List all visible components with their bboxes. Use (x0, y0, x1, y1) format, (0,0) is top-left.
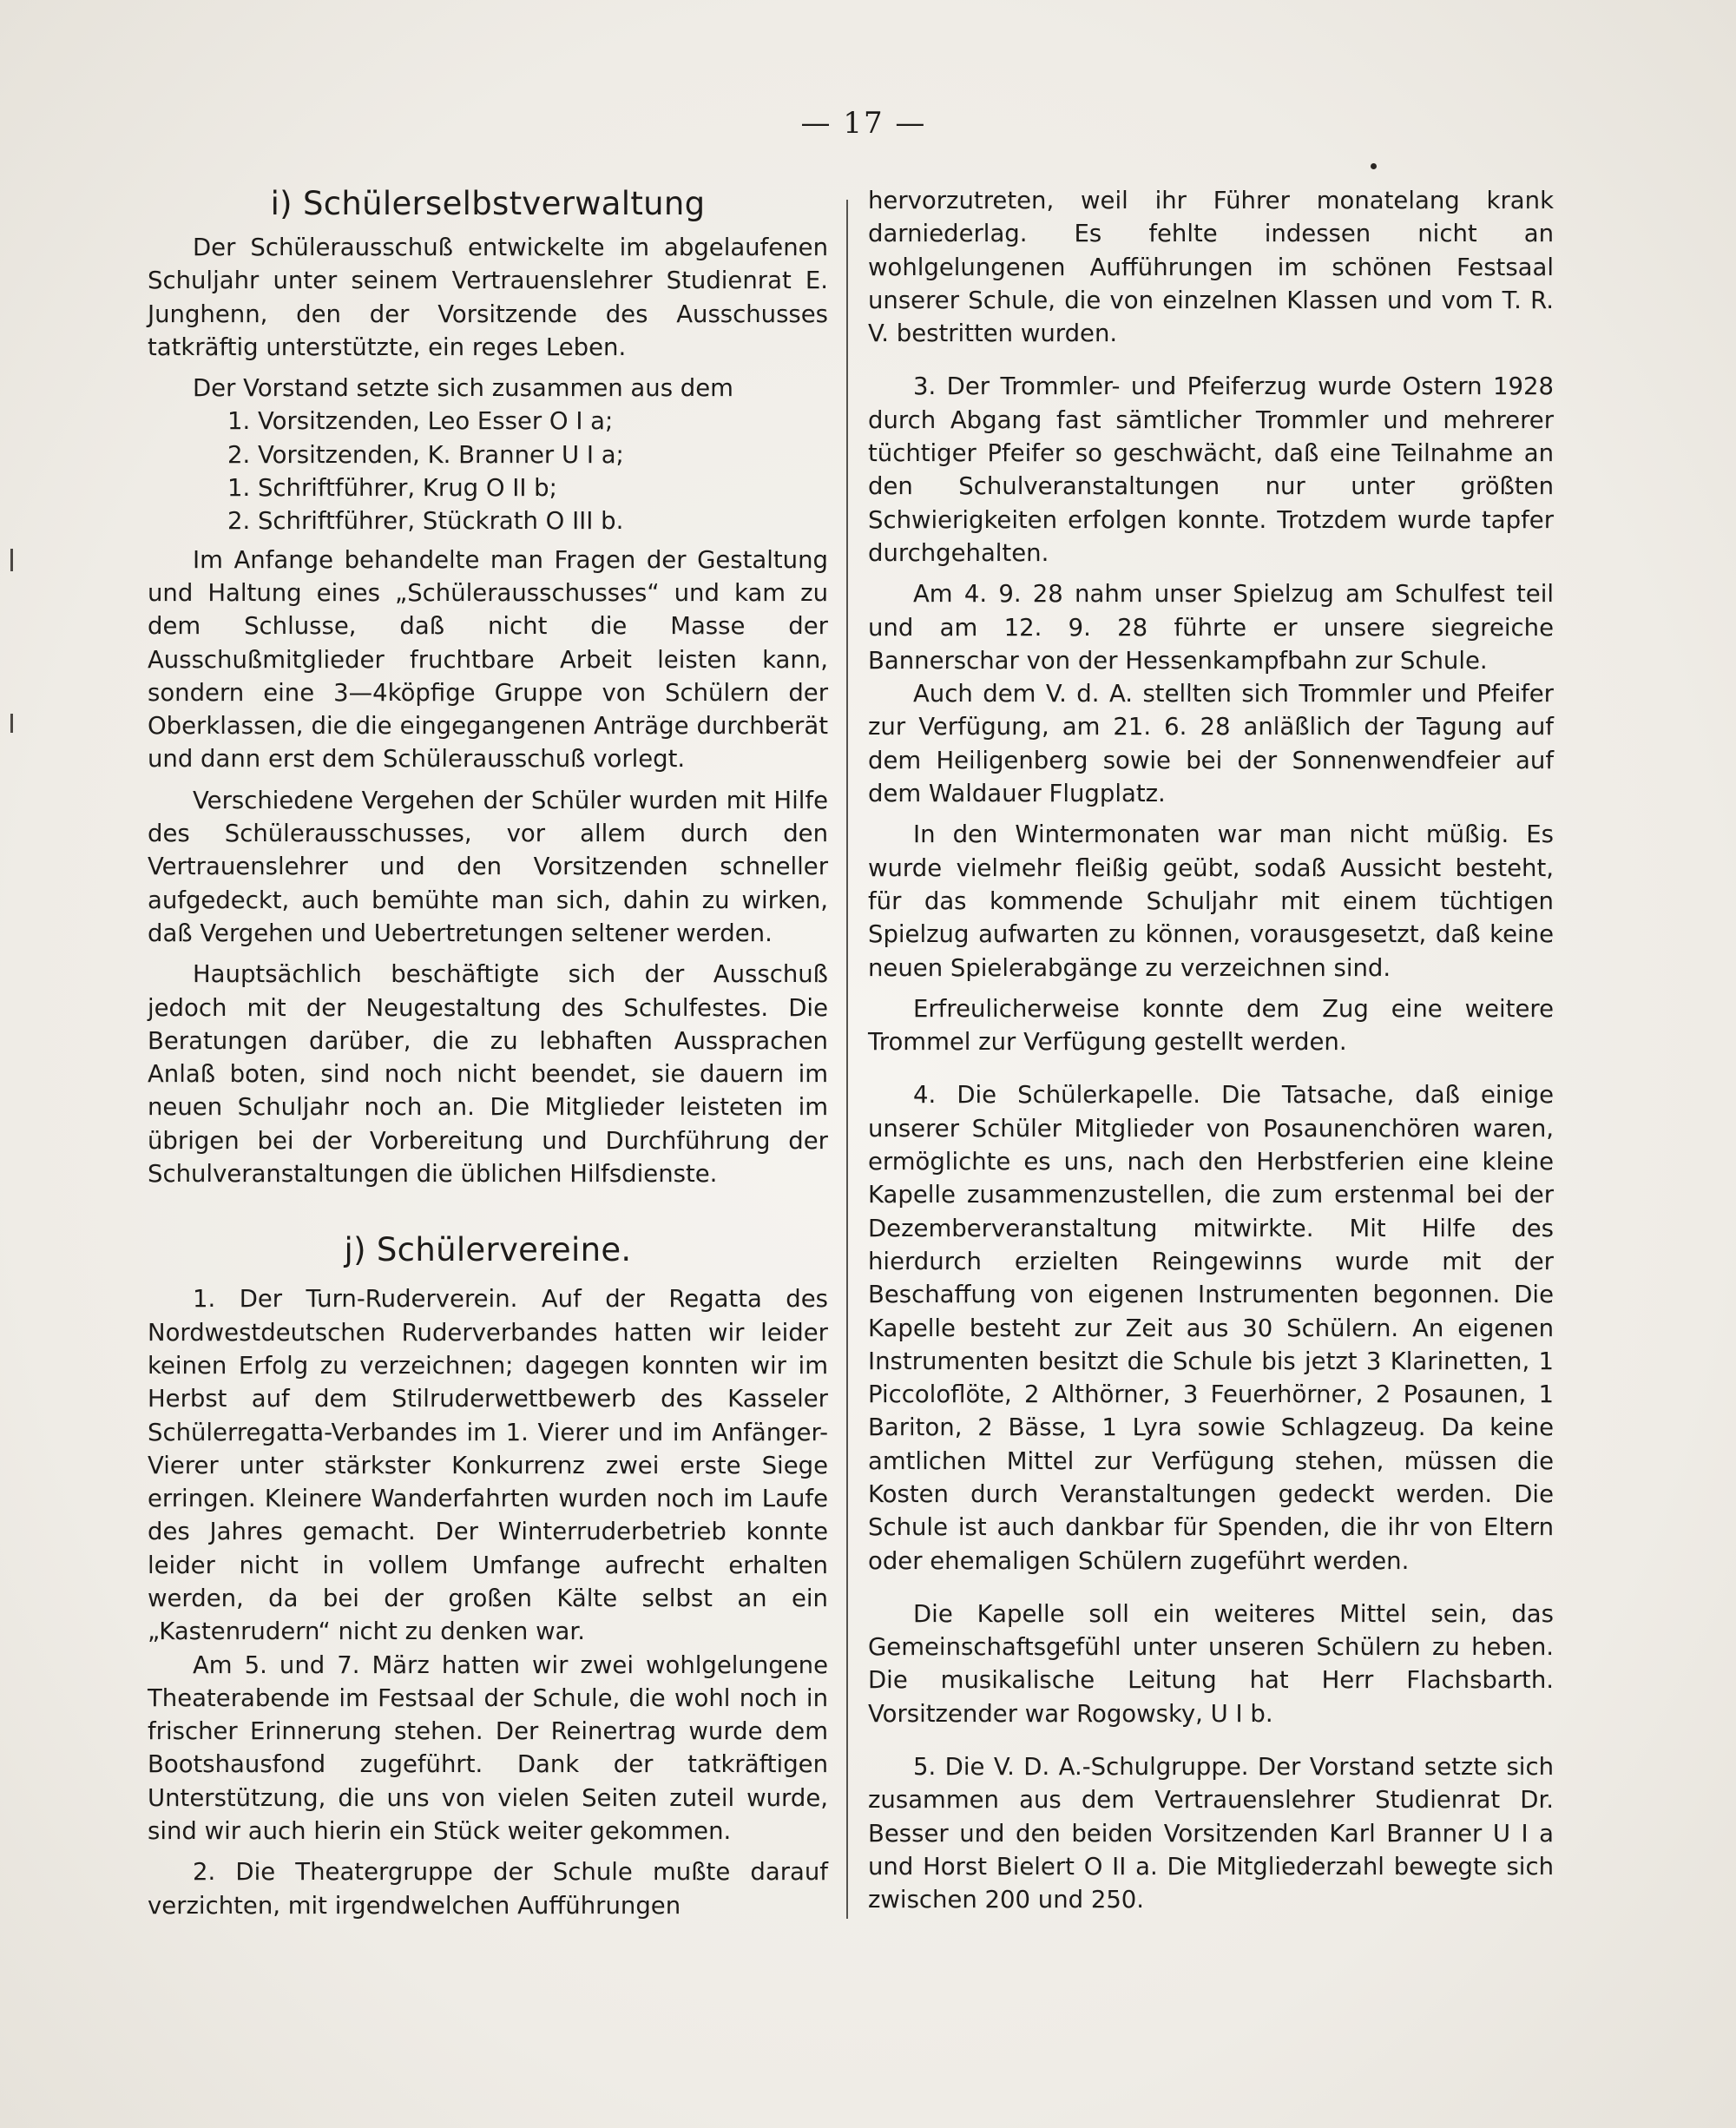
paragraph: Am 4. 9. 28 nahm unser Spielzug am Schulfest teil und am 12. 9. 28 führte er unsere siegreiche Bannerschar von der Hessenkampfbahn zur Schule. (868, 580, 1554, 675)
paragraph: Verschiedene Vergehen der Schüler wurden mit Hilfe des Schülerausschusses, vor allem durch den Vertrauenslehrer und den Vorsitzenden schneller aufgedeckt, auch bemühte man sich, dahin zu wirken, daß Vergehen und Uebertretungen seltener werden. (148, 786, 828, 947)
paragraph: Auch dem V. d. A. stellten sich Trommler und Pfeifer zur Verfügung, am 21. 6. 28 anläßlich der Tagung auf dem Heiligenberg sowie bei der Sonnenwendfeier auf dem Waldauer Flugplatz. (868, 680, 1554, 808)
ink-dot (1371, 163, 1377, 169)
margin-mark (10, 549, 13, 571)
paragraph: Am 5. und 7. März hatten wir zwei wohlgelungene Theaterabende im Festsaal der Schule, die wohl noch in frischer Erinnerung stehen. Der Reinertrag wurde dem Bootshausfond zugeführt. Dank der tatkräftigen Unterstützung, die uns von vielen Seiten zuteil wurde, sind wir auch hierin ein Stück weiter gekommen. (148, 1650, 828, 1846)
section-heading-i: i) Schülerselbstverwaltung (270, 185, 706, 222)
column-divider (846, 200, 848, 1919)
list-item: 1. Schriftführer, Krug O II b; (227, 474, 557, 503)
paragraph: In den Wintermonaten war man nicht müßig. Es wurde vielmehr fleißig geübt, sodaß Aussicht besteht, für das kommende Schuljahr mit einem tüchtigen Spielzug aufwarten zu können, vorausgesetzt, daß keine neuen Spielerabgänge zu verzeichnen sind. (868, 820, 1554, 982)
paragraph: Der Vorstand setzte sich zusammen aus dem (193, 374, 733, 403)
board-members-list (148, 405, 828, 537)
right-column (868, 184, 1554, 1917)
page-number: — 17 — (800, 106, 927, 141)
paragraph: 5. Die V. D. A.-Schulgruppe. Der Vorstand setzte sich zusammen aus dem Vertrauenslehrer Studienrat Dr. Besser und den beiden Vorsitzenden Karl Branner U I a und Horst Bielert O II a. Die Mitgliederzahl bewegte sich zwischen 200 und 250. (868, 1753, 1554, 1914)
paragraph: Im Anfange behandelte man Fragen der Gestaltung und Haltung eines „Schülerausschusses“ und kam zu dem Schlusse, daß nicht die Masse der Ausschußmitglieder fruchtbare Arbeit leisten kann, sondern eine 3—4köpfige Gruppe von Schülern der Oberklassen, die die eingegangenen Anträge durchberät und dann erst dem Schülerausschuß vorlegt. (148, 545, 828, 774)
list-item: 2. Vorsitzenden, K. Branner U I a; (227, 440, 624, 469)
paragraph: 2. Die Theatergruppe der Schule mußte darauf verzichten, mit irgendwelchen Aufführungen (148, 1858, 828, 1920)
paragraph: hervorzutreten, weil ihr Führer monatelang krank darniederlag. Es fehlte indessen nicht an wohlgelungenen Aufführungen im schönen Festsaal unserer Schule, die von einzelnen Klassen und vom T. R. V. bestritten wurden. (868, 187, 1554, 348)
margin-mark (10, 714, 13, 733)
list-item: 2. Schriftführer, Stückrath O III b. (227, 507, 624, 536)
paragraph: 1. Der Turn-Ruderverein. Auf der Regatta des Nordwestdeutschen Ruderverbandes hatten wir leider keinen Erfolg zu verzeichnen; dagegen konnten wir im Herbst auf dem Stilruderwettbewerb des Kasseler Schülerregatta-Verbandes im 1. Vierer und im Anfänger-Vierer unter stärkster Konkurrenz zwei erste Siege erringen. Kleinere Wanderfahrten wurden noch im Laufe des Jahres gemacht. Der Winterruderbetrieb konnte leider nicht in vollem Umfange aufrecht erhalten werden, da bei der großen Kälte selbst an ein „Kastenrudern“ nicht zu denken war. (148, 1285, 828, 1646)
section-heading-j: j) Schülervereine. (344, 1231, 632, 1269)
paragraph: Erfreulicherweise konnte dem Zug eine weitere Trommel zur Verfügung gestellt werden. (868, 994, 1554, 1057)
list-item: 1. Vorsitzenden, Leo Esser O I a; (227, 407, 614, 436)
paragraph: 4. Die Schülerkapelle. Die Tatsache, daß einige unserer Schüler Mitglieder von Posaunenchören waren, ermöglichte es uns, nach den Herbstferien eine kleine Kapelle zusammenzustellen, die zum erstenmal bei der Dezemberveranstaltung mitwirkte. Mit Hilfe des hierdurch erzielten Reingewinns wurde mit der Beschaffung von eigenen Instrumenten begonnen. Die Kapelle besteht zur Zeit aus 30 Schülern. An eigenen Instrumenten besitzt die Schule bis jetzt 3 Klarinetten, 1 Piccoloflöte, 2 Althörner, 3 Feuerhörner, 2 Posaunen, 1 Bariton, 2 Bässe, 1 Lyra sowie Schlagzeug. Da keine amtlichen Mittel zur Verfügung stehen, müssen die Kosten durch Veranstaltungen gedeckt werden. Die Schule ist auch dankbar für Spenden, die ihr von Eltern oder ehemaligen Schülern zugeführt werden. (868, 1081, 1554, 1575)
left-column (148, 184, 828, 1922)
paragraph: Die Kapelle soll ein weiteres Mittel sein, das Gemeinschaftsgefühl unter unseren Schülern zu heben. Die musikalische Leitung hat Herr Flachsbarth. Vorsitzender war Rogowsky, U I b. (868, 1599, 1554, 1728)
paragraph: Der Schülerausschuß entwickelte im abgelaufenen Schuljahr unter seinem Vertrauenslehrer Studienrat E. Junghenn, den der Vorsitzende des Ausschusses tatkräftig unterstützte, ein reges Leben. (148, 234, 828, 361)
paragraph: Hauptsächlich beschäftigte sich der Ausschuß jedoch mit der Neugestaltung des Schulfestes. Die Beratungen darüber, die zu lebhaften Aussprachen Anlaß boten, sind noch nicht beendet, sie dauern im neuen Schuljahr noch an. Die Mitglieder leisteten im übrigen bei der Vorbereitung und Durchführung der Schulveranstaltungen die üblichen Hilfsdienste. (148, 960, 828, 1189)
paragraph: 3. Der Trommler- und Pfeiferzug wurde Ostern 1928 durch Abgang fast sämtlicher Trommler und mehrerer tüchtiger Pfeifer so geschwächt, daß eine Teilnahme an den Schulveranstaltungen nur unter größten Schwierigkeiten erfolgen konnte. Trotzdem wurde tapfer durchgehalten. (868, 372, 1554, 567)
